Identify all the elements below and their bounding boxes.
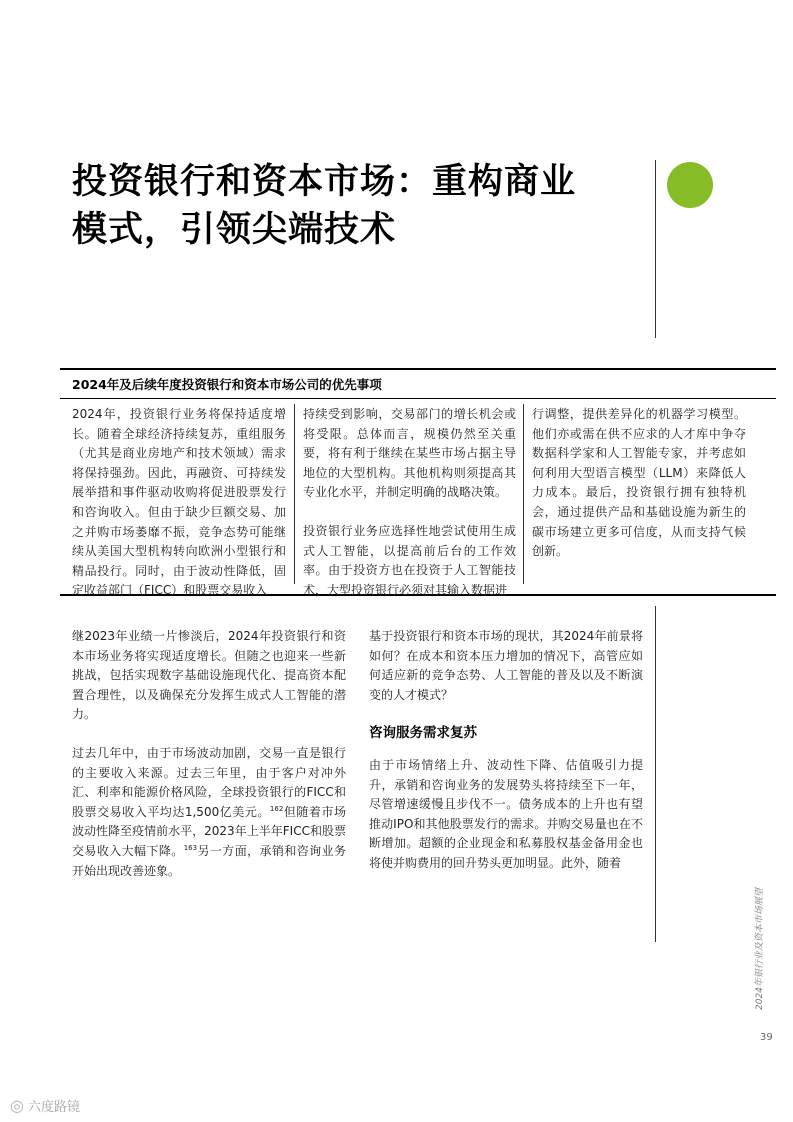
body-left-para-2c: 另一方面，承销和咨询业务开始出现改善迹象。 [72, 843, 346, 878]
box-column-3 [532, 405, 746, 562]
body-right-para-2: 由于市场情绪上升、波动性下降、估值吸引力提升，承销和咨询业务的发展势头将持续至下一年，尽管增速缓慢且步伐不一。债务成本的上升也有望推动IPO和其他股票发行的需求。并购交易量也在不断增加。超额的企业现金和私募股权基金备用金也将使并购费用的回升势头更加明显。此外，随着 [369, 757, 643, 870]
body-right-column [369, 627, 643, 893]
body-left-para-2 [72, 744, 346, 881]
body-left-para-2a: 过去几年中，由于市场波动加剧，交易一直是银行的主要收入来源。过去三年里，由于客户对冲外汇、利率和能源价格风险，全球投资银行的FICC和股票交易收入平均达1,500亿美元。 [72, 745, 346, 819]
box-column-2 [303, 405, 516, 600]
footnote-ref-163: 163 [183, 843, 198, 852]
box-column-3-text: 行调整，提供差异化的机器学习模型。他们亦或需在供不应求的人才库中争夺数据科学家和人工智能专家，并考虑如何利用大型语言模型（LLM）来降低人力成本。最后，投资银行拥有独特机会，通过提供产品和基础设施为新生的碳市场建立更多可信度，从而支持气候创新。 [532, 407, 746, 559]
watermark-text: 六度路镜 [27, 1100, 80, 1115]
box-heading-rule [60, 398, 776, 399]
box-column-1-text: 2024年，投资银行业务将保持适度增长。随着全球经济持续复苏，重组服务（尤其是商业房地产和技术领域）需求将保持强劲。因此，再融资、可持续发展举措和事件驱动收购将促进股票发行和咨询收入。但由于缺少巨额交易、加之并购市场萎靡不振，竞争态势可能继续从美国大型机构转向欧洲小型银行和精品投行。同时，由于波动性降低，固定收益部门（FICC）和股票交易收入 [72, 407, 286, 598]
watermark [10, 1096, 80, 1115]
body-left-column [72, 627, 346, 900]
box-heading: 2024年及后续年度投资银行和资本市场公司的优先事项 [72, 377, 382, 392]
footnote-ref-162: 162 [269, 804, 284, 813]
page-number: 39 [760, 1032, 773, 1043]
page-title-line1: 投资银行和资本市场：重构商业 [72, 162, 577, 202]
right-margin-divider [655, 606, 656, 942]
box-top-rule [60, 368, 776, 370]
body-left-para-2b: 但随着市场波动性降至疫情前水平，2023年上半年FICC和股票交易收入大幅下降。 [72, 804, 346, 858]
box-column-2-para-2: 投资银行业务应选择性地尝试使用生成式人工智能，以提高前后台的工作效率。由于投资方也在投资于人工智能技术，大型投资银行必须对其输入数据进 [303, 523, 516, 597]
box-col-divider-2 [523, 404, 524, 584]
page-title-line2: 模式，引领尖端技术 [72, 210, 397, 250]
box-col-divider-1 [294, 404, 295, 584]
title-divider [655, 160, 656, 338]
body-right-para-1: 基于投资银行和资本市场的现状，其2024年前景将如何？在成本和资本压力增加的情况下，高管应如何适应新的竞争态势、人工智能的普及以及不断演变的人才模式？ [369, 629, 643, 702]
box-column-1 [72, 405, 286, 601]
accent-circle [667, 162, 713, 208]
box-column-2-para-1: 持续受到影响，交易部门的增长机会或将受限。总体而言，规模仍然至关重要，将有利于继续在某些市场占据主导地位的大型机构。其他机构则须提高其专业化水平，并制定明确的战略决策。 [303, 407, 516, 500]
section-heading: 咨询服务需求复苏 [369, 725, 477, 742]
watermark-logo-icon: ◎ [10, 1096, 24, 1115]
page-title [72, 158, 632, 254]
side-running-label: 2024年银行业及资本市场展望 [755, 888, 765, 1010]
body-left-para-1: 继2023年业绩一片惨淡后，2024年投资银行和资本市场业务将实现适度增长。但随之也迎来一些新挑战，包括实现数字基础设施现代化、提高资本配置合理性，以及确保充分发挥生成式人工智能的潜力。 [72, 629, 346, 722]
